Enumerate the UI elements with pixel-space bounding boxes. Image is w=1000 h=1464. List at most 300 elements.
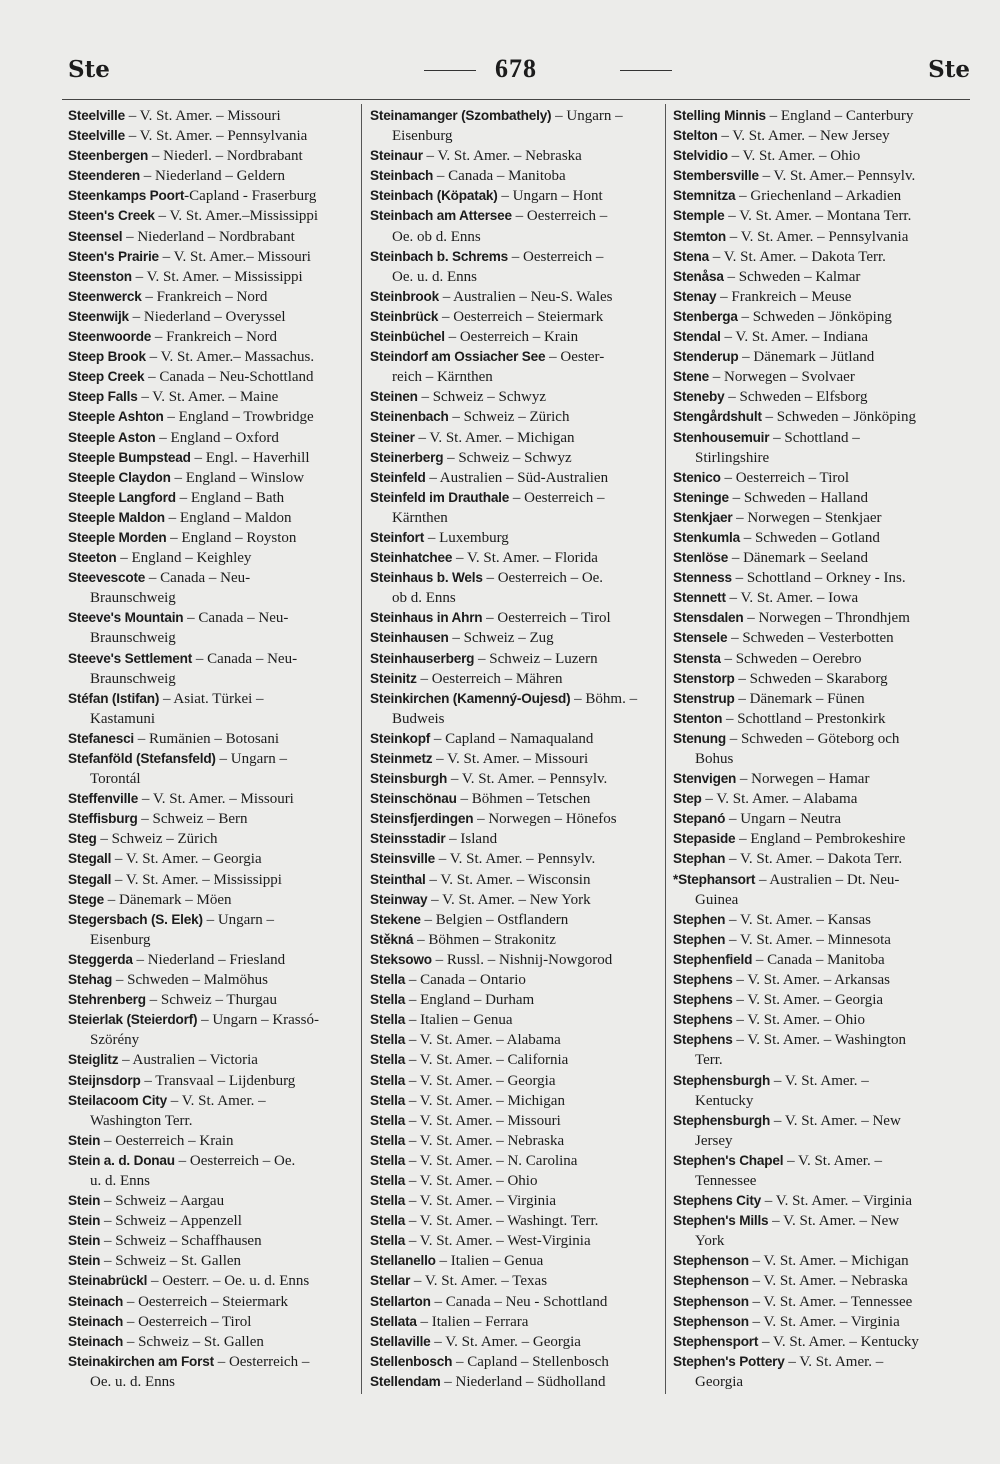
entry-place-name: Steinthal xyxy=(370,871,426,887)
gazetteer-entry xyxy=(673,227,971,247)
entry-location: – Niederland – Friesland xyxy=(132,951,286,968)
gazetteer-entry xyxy=(68,287,358,307)
column-divider-2 xyxy=(665,104,666,1394)
entry-location: – Oesterreich – xyxy=(509,489,605,506)
entry-location: – Schweden – Jönköping xyxy=(761,409,916,426)
entry-place-name: Stenlöse xyxy=(673,550,729,566)
entry-place-name: Steinkopf xyxy=(370,730,431,746)
gazetteer-entry xyxy=(673,1332,971,1352)
entry-location: – V. St. Amer. – Indiana xyxy=(720,329,869,346)
entry-place-name: Stěkná xyxy=(370,931,414,947)
entry-place-name: Steffisburg xyxy=(68,811,138,827)
gazetteer-entry xyxy=(673,729,971,749)
gazetteer-entry xyxy=(673,1030,971,1050)
entry-place-name: Stella xyxy=(370,1052,406,1068)
entry-location: Oe. ob d. Enns xyxy=(392,228,481,245)
gazetteer-entry xyxy=(673,669,971,689)
entry-location: Terr. xyxy=(695,1052,723,1069)
entry-location: – V. St. Amer. – Iowa xyxy=(725,590,859,607)
entry-place-name: Stephen's Pottery xyxy=(673,1353,785,1369)
gazetteer-entry xyxy=(673,387,971,407)
entry-location: – Schweden – Göteborg och xyxy=(725,730,900,747)
entry-place-name: Steinfeld im Drauthale xyxy=(370,489,510,505)
entry-location: – Canada – Manitoba xyxy=(752,951,885,968)
entry-place-name: Stehag xyxy=(68,972,113,988)
entry-place-name: Steinbrück xyxy=(370,308,439,324)
entry-location: – Niederland – Nordbrabant xyxy=(122,228,295,245)
entry-place-name: Steenwijk xyxy=(68,308,129,324)
gazetteer-entry xyxy=(68,689,358,709)
gazetteer-entry xyxy=(673,789,971,809)
entry-place-name: Steinitz xyxy=(370,670,417,686)
gazetteer-entry xyxy=(68,1271,358,1291)
entry-place-name: Stenkjaer xyxy=(673,509,733,525)
gazetteer-entry xyxy=(370,1352,660,1372)
entry-location: Oe. u. d. Enns xyxy=(90,1373,175,1390)
gazetteer-entry xyxy=(370,1010,660,1030)
entry-location: Eisenburg xyxy=(392,128,453,145)
entry-location: – Oesterreich – Steiermark xyxy=(123,1293,288,1310)
entry-continuation xyxy=(68,769,358,789)
entry-location: – Capland – Namaqualand xyxy=(430,730,594,747)
entry-place-name: Stenåsa xyxy=(673,268,724,284)
entry-place-name: Steinen xyxy=(370,389,418,405)
entry-location: – V. St. Amer. – Ohio xyxy=(405,1172,538,1189)
gazetteer-entry xyxy=(68,1292,358,1312)
entry-place-name: Stella xyxy=(370,1213,406,1229)
entry-location: – Belgien – Ostflandern xyxy=(420,911,569,928)
entry-place-name: Stennett xyxy=(673,590,726,606)
gazetteer-entry xyxy=(68,1151,358,1171)
gazetteer-entry xyxy=(68,206,358,226)
gazetteer-entry xyxy=(68,1010,358,1030)
entry-place-name: Stein xyxy=(68,1213,101,1229)
entry-place-name: Stephen xyxy=(673,911,726,927)
entry-location: – Oesterreich – Tirol xyxy=(720,469,850,486)
entry-location: – V. St. Amer. – Nebraska xyxy=(748,1273,908,1290)
gazetteer-entry xyxy=(673,327,971,347)
gazetteer-entry xyxy=(673,206,971,226)
gazetteer-entry xyxy=(68,106,358,126)
entry-location: – Transvaal – Lijdenburg xyxy=(140,1072,296,1089)
entry-location: – Schweden – Oerebro xyxy=(720,650,862,667)
gazetteer-entry xyxy=(68,608,358,628)
entry-place-name: Steinkirchen (Kamenný-Oujesd) xyxy=(370,690,571,706)
entry-location: – V. St. Amer. – Missouri xyxy=(138,791,294,808)
entry-place-name: Stephenson xyxy=(673,1313,749,1329)
entry-location: – England – Canterbury xyxy=(765,108,914,124)
entry-place-name: Steeve's Mountain xyxy=(68,610,184,626)
entry-place-name: Stein xyxy=(68,1253,101,1269)
entry-place-name: Steinamanger (Szombathely) xyxy=(370,108,552,123)
entry-location: – Böhmen – Strakonitz xyxy=(413,931,556,948)
entry-location: – Ungarn – xyxy=(551,108,623,124)
gazetteer-entry xyxy=(370,1191,660,1211)
entry-place-name: Steinach xyxy=(68,1313,124,1329)
entry-location: – Norwegen – Throndhjem xyxy=(743,610,910,627)
entry-place-name: Steggerda xyxy=(68,951,133,967)
entry-location: Jersey xyxy=(695,1132,733,1149)
entry-continuation xyxy=(370,709,660,729)
gazetteer-entry xyxy=(370,166,660,186)
entry-location: – Luxemburg xyxy=(424,529,509,546)
gazetteer-entry xyxy=(68,568,358,588)
gazetteer-entry xyxy=(673,307,971,327)
gazetteer-entry xyxy=(673,1071,971,1091)
entry-location: – England – Pembrokeshire xyxy=(735,831,906,848)
gazetteer-entry xyxy=(68,166,358,186)
gazetteer-entry xyxy=(370,829,660,849)
gazetteer-entry xyxy=(370,186,660,206)
entry-location: – Oesterreich – xyxy=(508,248,604,265)
gazetteer-entry xyxy=(370,568,660,588)
gazetteer-entry xyxy=(370,287,660,307)
gazetteer-entry xyxy=(370,1251,660,1271)
entry-location: – England – Trowbridge xyxy=(163,409,314,426)
entry-location: – Asiat. Türkei – xyxy=(159,690,264,707)
entry-place-name: Stella xyxy=(370,1072,406,1088)
entry-place-name: Stefanföld (Stefansfeld) xyxy=(68,751,216,766)
entry-location: – V. St. Amer. – Ohio xyxy=(732,1012,865,1029)
entry-location: – England – Maldon xyxy=(164,509,292,526)
entry-place-name: Steinmetz xyxy=(370,751,433,766)
entry-continuation xyxy=(370,508,660,528)
gazetteer-entry xyxy=(673,287,971,307)
gazetteer-entry xyxy=(673,809,971,829)
gazetteer-entry xyxy=(68,1352,358,1372)
gazetteer-entry xyxy=(68,186,358,206)
entry-location: – V. St. Amer. – Alabama xyxy=(701,791,858,808)
entry-place-name: Steinhaus in Ahrn xyxy=(370,610,483,626)
entry-location: Oe. u. d. Enns xyxy=(392,268,477,285)
gazetteer-entry xyxy=(673,1191,971,1211)
entry-place-name: Stephensburgh xyxy=(673,1072,771,1088)
gazetteer-entry xyxy=(673,608,971,628)
gazetteer-entry xyxy=(673,166,971,186)
entry-place-name: Stenderup xyxy=(673,349,739,365)
entry-location: – Schweiz – Appenzell xyxy=(100,1213,242,1230)
gazetteer-entry xyxy=(673,367,971,387)
entry-continuation xyxy=(370,588,660,608)
gazetteer-entry xyxy=(68,849,358,869)
entry-location: – England – Oxford xyxy=(155,429,279,446)
entry-location: – Frankreich – Meuse xyxy=(716,288,852,305)
entry-continuation xyxy=(673,1131,971,1151)
entry-location: – V. St. Amer. – New xyxy=(770,1112,901,1129)
gazetteer-entry xyxy=(68,347,358,367)
column-divider-1 xyxy=(361,104,362,1394)
entry-location: – V. St. Amer. – Nebraska xyxy=(405,1132,565,1149)
entry-location: – Australien – Dt. Neu- xyxy=(755,871,900,888)
entry-location: – England – Durham xyxy=(405,992,535,1009)
entry-place-name: Steinhaus b. Wels xyxy=(370,570,483,586)
entry-place-name: Stein xyxy=(68,1233,101,1249)
entry-place-name: Stensdalen xyxy=(673,610,744,626)
entry-place-name: Steeple Morden xyxy=(68,529,167,545)
gazetteer-entry xyxy=(673,1312,971,1332)
entry-location: Braunschweig xyxy=(90,630,176,647)
gazetteer-entry xyxy=(370,1111,660,1131)
entry-place-name: Stenton xyxy=(673,710,723,726)
entry-place-name: Steen's Prairie xyxy=(68,248,159,264)
entry-place-name: Steenwerck xyxy=(68,288,142,304)
entry-place-name: Stemple xyxy=(673,208,725,224)
entry-location: – Schweiz – St. Gallen xyxy=(100,1253,242,1270)
entry-place-name: Steeple Bumpstead xyxy=(68,449,191,465)
entry-place-name: Steksowo xyxy=(370,951,432,967)
entry-place-name: Stella xyxy=(370,1172,406,1188)
entry-place-name: Stellendam xyxy=(370,1373,441,1389)
gazetteer-entry xyxy=(673,488,971,508)
gazetteer-entry xyxy=(673,568,971,588)
entry-place-name: Stenstrup xyxy=(673,690,735,706)
entry-place-name: Steilacoom City xyxy=(68,1092,167,1108)
entry-place-name: Stephen's Mills xyxy=(673,1213,769,1229)
entry-continuation xyxy=(673,1171,971,1191)
entry-place-name: Stenico xyxy=(673,469,721,485)
gazetteer-entry xyxy=(673,548,971,568)
entry-location: Kastamuni xyxy=(90,710,155,727)
gazetteer-entry xyxy=(370,307,660,327)
entry-location: – Schweiz – Zug xyxy=(448,630,554,647)
entry-place-name: Steinakirchen am Forst xyxy=(68,1353,214,1369)
entry-location: – Canada – Ontario xyxy=(405,972,526,989)
gazetteer-entry xyxy=(370,649,660,669)
entry-location: – Norwegen – Svolvaer xyxy=(709,369,855,386)
gazetteer-entry xyxy=(68,327,358,347)
header-dash-right xyxy=(620,70,672,71)
gazetteer-entry xyxy=(673,468,971,488)
entry-place-name: Stephenfield xyxy=(673,951,753,967)
entry-location: – V. St. Amer. – Kentucky xyxy=(758,1333,919,1350)
entry-place-name: Stemnitza xyxy=(673,188,736,204)
entry-continuation xyxy=(673,1231,971,1251)
entry-place-name: Stenstorp xyxy=(673,670,735,686)
entry-location: – Schottland – Prestonkirk xyxy=(722,710,886,727)
entry-location: – V. St. Amer. – Montana Terr. xyxy=(724,208,912,225)
entry-location: -Capland - Fraserburg xyxy=(184,188,317,205)
entry-location: – V. St. Amer. – Maine xyxy=(137,389,279,406)
entry-location: – England – Royston xyxy=(166,529,297,546)
gazetteer-entry xyxy=(673,146,971,166)
entry-location: Torontál xyxy=(90,771,141,788)
entry-place-name: Stelling Minnis xyxy=(673,108,766,123)
entry-place-name: Stephens xyxy=(673,1032,733,1048)
entry-location: reich – Kärnthen xyxy=(392,369,493,386)
entry-location: – Oesterreich – Oe. xyxy=(482,570,604,587)
entry-place-name: Steffenville xyxy=(68,791,139,807)
entry-location: – Schweiz – Thurgau xyxy=(145,992,277,1009)
entry-place-name: Stege xyxy=(68,891,105,907)
entry-location: – Niederland – Südholland xyxy=(440,1373,606,1390)
gazetteer-entry xyxy=(370,1071,660,1091)
entry-place-name: Steiglitz xyxy=(68,1052,119,1068)
gazetteer-entry xyxy=(68,749,358,769)
entry-place-name: Stein xyxy=(68,1193,101,1209)
entry-location: – V. St. Amer. – New York xyxy=(427,891,591,908)
entry-location: – V. St. Amer. – Georgia xyxy=(405,1072,556,1089)
entry-location: – Italien – Genua xyxy=(405,1012,513,1029)
entry-continuation xyxy=(673,749,971,769)
gazetteer-entry xyxy=(673,990,971,1010)
entry-location: – Ungarn – Krassó- xyxy=(197,1012,319,1029)
entry-location: – V. St. Amer. – xyxy=(783,1152,882,1169)
entry-place-name: Stella xyxy=(370,992,406,1008)
entry-location: – Schweden – Gotland xyxy=(739,529,880,546)
entry-place-name: Stellar xyxy=(370,1273,411,1289)
entry-place-name: Steeple Ashton xyxy=(68,409,164,425)
entry-place-name: Steinabrückl xyxy=(68,1273,148,1289)
gazetteer-entry xyxy=(673,1292,971,1312)
column-3 xyxy=(673,106,971,1392)
entry-location: – V. St. Amer. – Pennsylvania xyxy=(124,128,308,145)
entry-place-name: Steijnsdorp xyxy=(68,1072,141,1088)
entry-location: – V. St. Amer. – Virginia xyxy=(748,1313,900,1330)
gazetteer-entry xyxy=(68,890,358,910)
entry-location: – V. St. Amer. – New xyxy=(768,1213,900,1230)
entry-place-name: Steinach xyxy=(68,1333,124,1349)
gazetteer-entry xyxy=(673,1010,971,1030)
entry-location: – V. St. Amer. – Georgia xyxy=(732,992,884,1009)
entry-location: – V. St. Amer. – Nebraska xyxy=(422,148,582,165)
entry-place-name: Steenwoorde xyxy=(68,329,152,345)
gazetteer-entry xyxy=(68,910,358,930)
entry-place-name: Steinhatchee xyxy=(370,550,453,566)
entry-location: – Oesterreich – Mähren xyxy=(416,670,563,687)
gazetteer-entry xyxy=(673,628,971,648)
gazetteer-entry xyxy=(673,106,971,126)
entry-place-name: Stephenson xyxy=(673,1253,749,1269)
entry-location: – V. St. Amer. – Virginia xyxy=(405,1193,557,1210)
entry-place-name: Stembersville xyxy=(673,168,759,184)
entry-place-name: Steeton xyxy=(68,550,117,566)
entry-location: Stirlingshire xyxy=(695,449,770,466)
entry-continuation xyxy=(68,1372,358,1392)
entry-location: – V. St. Amer. – Michigan xyxy=(748,1253,909,1270)
entry-location: – Ungarn – Neutra xyxy=(725,811,842,828)
entry-location: – Niederland – Geldern xyxy=(140,168,285,185)
entry-place-name: Steinach xyxy=(68,1293,124,1309)
entry-location: – Schweden – Malmöhus xyxy=(112,972,268,989)
entry-place-name: Stellata xyxy=(370,1313,417,1329)
gazetteer-entry xyxy=(68,548,358,568)
gazetteer-entry xyxy=(673,407,971,427)
entry-place-name: Stenvigen xyxy=(673,771,737,787)
gazetteer-entry xyxy=(370,428,660,448)
entry-place-name: Steenkamps Poort xyxy=(68,188,185,204)
gazetteer-entry xyxy=(370,387,660,407)
entry-location: – Schweiz – Zürich xyxy=(448,409,570,426)
gazetteer-entry xyxy=(68,407,358,427)
gazetteer-entry xyxy=(68,508,358,528)
entry-place-name: Steen's Creek xyxy=(68,208,155,224)
entry-location: – Australien – Victoria xyxy=(118,1052,258,1069)
entry-location: – Ungarn – xyxy=(202,911,275,928)
entry-location: – V. St. Amer. – Washington xyxy=(732,1032,906,1049)
entry-location: – Böhm. – xyxy=(570,690,638,707)
gazetteer-entry xyxy=(68,1191,358,1211)
entry-continuation xyxy=(370,367,660,387)
gazetteer-entry xyxy=(370,206,660,226)
entry-location: – V. St. Amer. – Missouri xyxy=(432,751,589,767)
gazetteer-entry xyxy=(673,267,971,287)
gazetteer-entry xyxy=(370,689,660,709)
gazetteer-entry xyxy=(370,950,660,970)
entry-location: – England – Keighley xyxy=(116,550,252,567)
entry-place-name: Stellaville xyxy=(370,1333,431,1349)
entry-place-name: Steep Creek xyxy=(68,369,145,385)
gazetteer-entry xyxy=(68,468,358,488)
gazetteer-entry xyxy=(68,448,358,468)
gazetteer-entry xyxy=(370,970,660,990)
entry-location: – Canada – Neu- xyxy=(183,610,289,627)
gazetteer-entry xyxy=(673,1251,971,1271)
entry-location: – V. St. Amer.– Pennsylv. xyxy=(758,168,916,185)
entry-place-name: Stelton xyxy=(673,128,718,144)
gazetteer-entry xyxy=(370,146,660,166)
gazetteer-entry xyxy=(68,1231,358,1251)
gazetteer-entry xyxy=(68,1091,358,1111)
gazetteer-entry xyxy=(673,910,971,930)
page-header xyxy=(62,52,970,92)
entry-place-name: Stemton xyxy=(673,228,726,244)
gazetteer-entry xyxy=(673,347,971,367)
gazetteer-entry xyxy=(673,1151,971,1171)
entry-location: – Schottland – Orkney - Ins. xyxy=(731,570,906,587)
entry-location: – V. St. Amer. – Florida xyxy=(452,550,598,567)
entry-place-name: Steinschönau xyxy=(370,791,457,807)
entry-place-name: Stephan xyxy=(673,851,726,867)
entry-location: – V. St. Amer. – Ohio xyxy=(727,148,861,165)
gazetteer-entry xyxy=(370,669,660,689)
entry-place-name: Steierlak (Steierdorf) xyxy=(68,1012,198,1028)
entry-location: – Dänemark – Fünen xyxy=(734,690,865,707)
gazetteer-entry xyxy=(370,1292,660,1312)
gazetteer-entry xyxy=(68,789,358,809)
entry-location: Tennessee xyxy=(695,1172,757,1189)
entry-place-name: Step xyxy=(673,791,702,807)
gazetteer-entry xyxy=(68,729,358,749)
entry-location: – Italien – Genua xyxy=(435,1253,544,1270)
entry-location: – Schweden – Jönköping xyxy=(737,308,892,325)
entry-location: – England – Bath xyxy=(175,489,285,506)
entry-place-name: Stephens xyxy=(673,992,733,1008)
entry-location: – Schweiz – Schaffhausen xyxy=(100,1233,262,1250)
gazetteer-entry xyxy=(370,448,660,468)
gazetteer-entry xyxy=(68,267,358,287)
gazetteer-entry xyxy=(370,789,660,809)
entry-location: Eisenburg xyxy=(90,931,151,948)
entry-place-name: Steeple Maldon xyxy=(68,509,165,525)
entry-location: u. d. Enns xyxy=(90,1172,150,1189)
gazetteer-entry xyxy=(673,1271,971,1291)
entry-location: – Dänemark – Jütland xyxy=(738,349,875,366)
gazetteer-entry xyxy=(673,247,971,267)
entry-continuation xyxy=(673,1091,971,1111)
entry-place-name: Stepaside xyxy=(673,831,736,847)
entry-location: – Oesterr. – Oe. u. d. Enns xyxy=(147,1273,310,1290)
entry-location: – Schweden – Skaraborg xyxy=(734,670,888,687)
entry-place-name: Stegersbach (S. Elek) xyxy=(68,911,203,927)
gazetteer-entry xyxy=(68,970,358,990)
entry-place-name: Steeple Aston xyxy=(68,429,156,445)
gazetteer-entry xyxy=(370,1231,660,1251)
entry-place-name: Stephens xyxy=(673,1012,733,1028)
entry-location: Budweis xyxy=(392,710,445,727)
gazetteer-entry xyxy=(68,870,358,890)
gazetteer-entry xyxy=(673,588,971,608)
gazetteer-entry xyxy=(68,649,358,669)
